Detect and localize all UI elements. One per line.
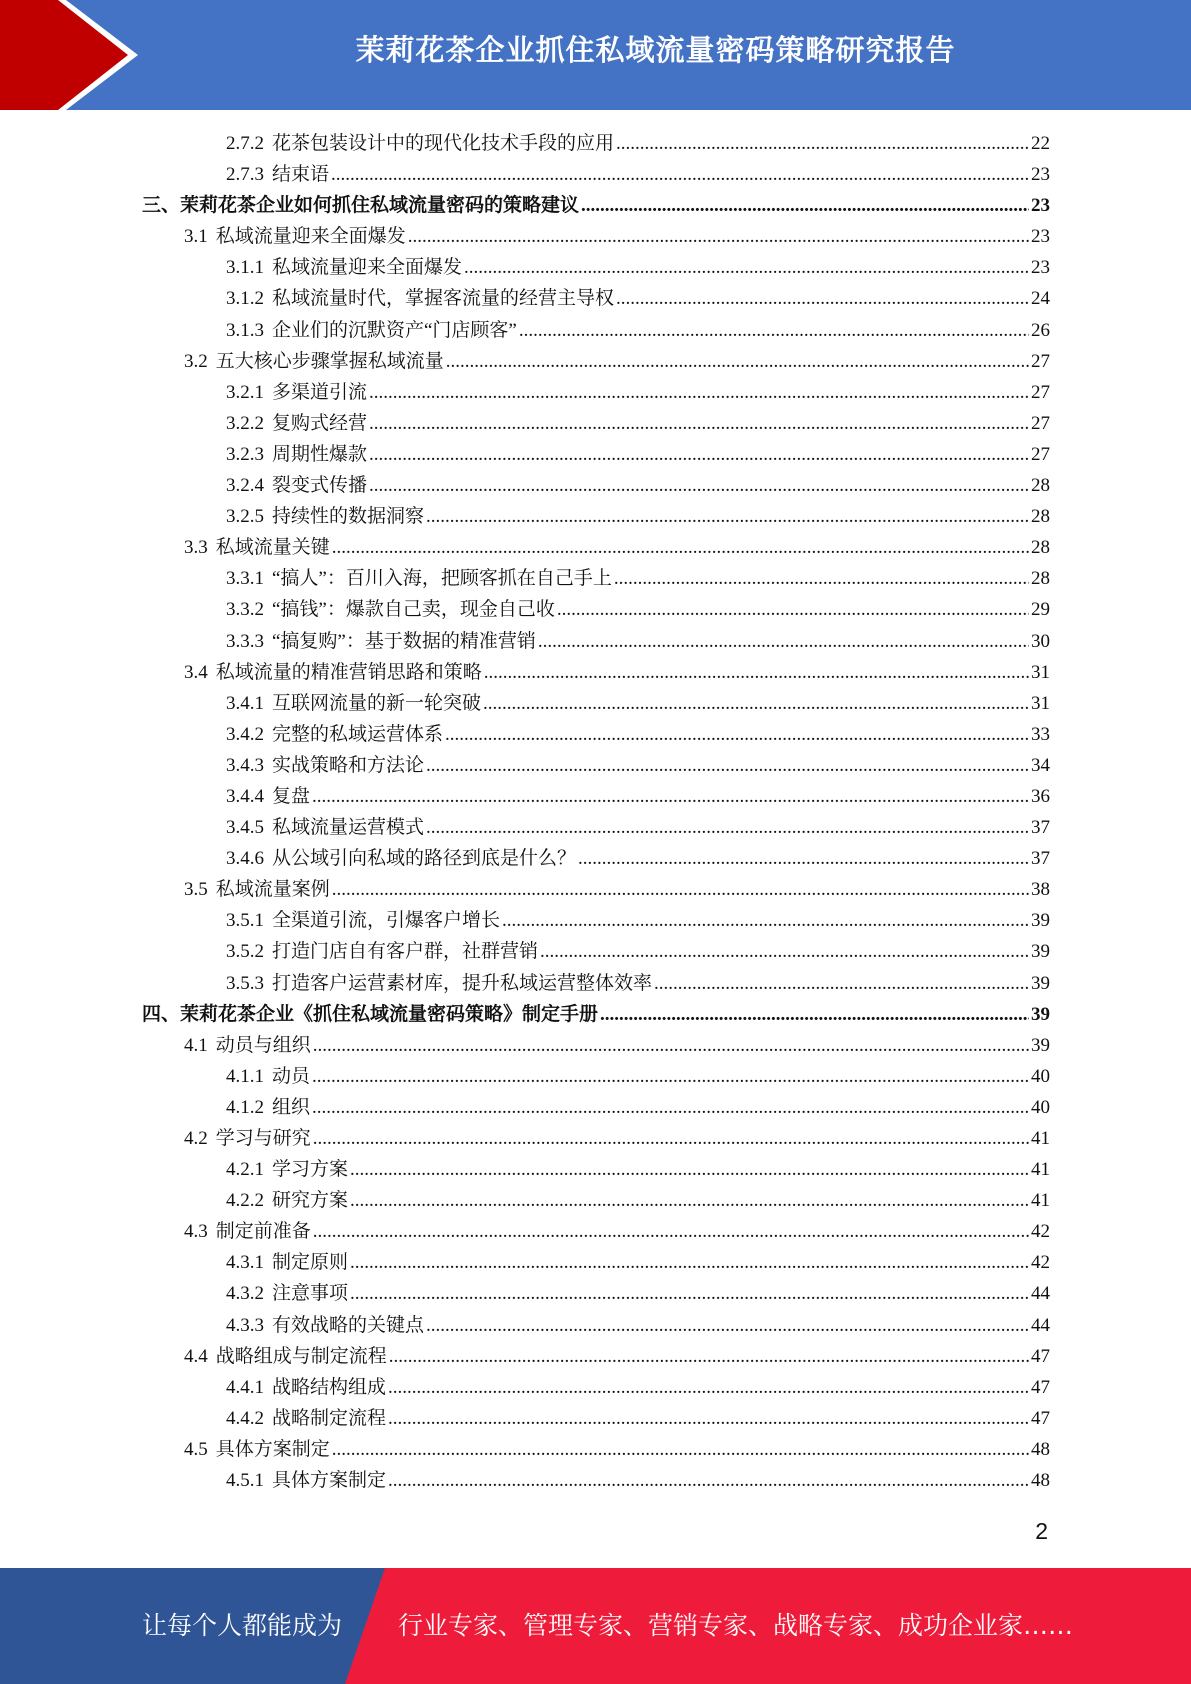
toc-entry-page: 26 [1031, 319, 1050, 341]
toc-entry-page: 41 [1031, 1128, 1050, 1149]
toc-entry-number: 4.2.2 [226, 1190, 264, 1212]
toc-entry-number: 3.3.3 [226, 630, 264, 652]
toc-entry[interactable] [140, 532, 1050, 563]
toc-entry-title: 私域流量迎来全面爆发 [272, 257, 463, 279]
toc-dot-leader [350, 1185, 1029, 1216]
toc-dot-leader [332, 874, 1029, 905]
toc-entry[interactable] [140, 1030, 1050, 1061]
toc-entry-number: 3.4.6 [226, 848, 264, 870]
toc-entry-title: 复盘 [272, 785, 311, 807]
toc-entry-title: 动员与组织 [215, 1034, 311, 1056]
toc-entry-number: 3.4.4 [226, 785, 264, 807]
toc-entry-title: 战略结构组成 [272, 1376, 387, 1398]
toc-entry-number: 3.5.1 [226, 910, 264, 932]
toc-dot-leader [388, 1372, 1029, 1403]
toc-entry-title: 从公域引向私域的路径到底是什么？ [272, 848, 577, 870]
toc-entry[interactable] [140, 719, 1050, 750]
toc-dot-leader [502, 905, 1029, 936]
toc-dot-leader [369, 408, 1029, 439]
toc-entry-number: 4.4.2 [226, 1407, 264, 1429]
toc-dot-leader [350, 1278, 1029, 1309]
toc-entry-number: 3.5 [184, 879, 208, 901]
toc-dot-leader [654, 968, 1029, 999]
toc-dot-leader [369, 439, 1029, 470]
toc-entry-number: 3.4.3 [226, 754, 264, 776]
toc-entry[interactable] [140, 874, 1050, 905]
toc-entry-title: 战略组成与制定流程 [215, 1345, 387, 1367]
toc-entry-page: 23 [1031, 257, 1050, 279]
toc-entry[interactable] [140, 657, 1050, 688]
toc-entry-title: 私域流量迎来全面爆发 [215, 226, 406, 248]
toc-entry-page: 40 [1031, 1065, 1050, 1087]
toc-dot-leader [581, 190, 1029, 221]
toc-entry-number: 3.1 [184, 226, 208, 248]
toc-entry-number: 3.2.1 [226, 381, 264, 403]
toc-entry[interactable] [140, 1465, 1050, 1496]
toc-entry-page: 40 [1031, 1096, 1050, 1118]
toc-entry-page: 47 [1031, 1345, 1050, 1367]
toc-entry[interactable] [140, 1434, 1050, 1465]
toc-entry-page: 38 [1031, 879, 1050, 901]
toc-entry-page: 28 [1031, 506, 1050, 528]
toc-entry[interactable] [140, 346, 1050, 377]
toc-entry-number: 2.7.2 [226, 133, 264, 154]
toc-dot-leader [369, 377, 1029, 408]
toc-entry-page: 47 [1031, 1376, 1050, 1398]
toc-entry[interactable] [140, 408, 1050, 439]
toc-entry-number: 3.3.2 [226, 599, 264, 621]
toc-dot-leader [446, 346, 1029, 377]
toc-dot-leader [616, 128, 1029, 159]
toc-entry-title: 动员 [272, 1065, 311, 1087]
toc-entry[interactable] [140, 1154, 1050, 1185]
toc-entry-title: 战略制定流程 [272, 1407, 387, 1429]
toc-entry-title: 周期性爆款 [272, 443, 368, 465]
toc-entry-title: 私域流量时代，掌握客流量的经营主导权 [272, 288, 615, 310]
toc-dot-leader [313, 1216, 1029, 1247]
toc-dot-leader [464, 252, 1029, 283]
toc-entry-number: 3.4 [184, 661, 208, 683]
toc-entry-page: 31 [1031, 692, 1050, 714]
toc-entry-number: 4.3.2 [226, 1283, 264, 1305]
toc-dot-leader [350, 1247, 1029, 1278]
toc-entry-page: 39 [1031, 1003, 1050, 1025]
toc-entry-page: 48 [1031, 1438, 1050, 1460]
toc-entry-page: 44 [1031, 1314, 1050, 1336]
toc-entry-number: 3.1.1 [226, 257, 264, 279]
toc-entry-title: 多渠道引流 [272, 381, 368, 403]
toc-entry-page: 31 [1031, 661, 1050, 683]
toc-dot-leader [312, 781, 1029, 812]
toc-entry-title: 打造客户运营素材库，提升私域运营整体效率 [272, 972, 653, 994]
toc-entry[interactable] [140, 315, 1050, 346]
toc-entry-title: 私域流量关键 [215, 537, 330, 559]
toc-dot-leader [332, 1434, 1029, 1465]
toc-entry-title: 私域流量的精准营销思路和策略 [215, 661, 482, 683]
toc-entry[interactable] [140, 377, 1050, 408]
page-header [0, 0, 1191, 110]
toc-dot-leader [331, 159, 1029, 190]
toc-entry-number: 3.4.5 [226, 817, 264, 839]
toc-entry-number: 4.3.1 [226, 1252, 264, 1274]
toc-entry-title: 学习方案 [272, 1159, 349, 1181]
toc-entry-page: 39 [1031, 972, 1050, 994]
toc-dot-leader [389, 1341, 1029, 1372]
toc-entry-page: 44 [1031, 1283, 1050, 1305]
toc-entry-title: 全渠道引流，引爆客户增长 [272, 910, 501, 932]
toc-entry[interactable] [140, 1092, 1050, 1123]
toc-entry[interactable] [140, 1341, 1050, 1372]
toc-entry-title: 具体方案制定 [215, 1438, 330, 1460]
toc-entry-page: 39 [1031, 910, 1050, 932]
toc-entry[interactable] [140, 1372, 1050, 1403]
toc-entry[interactable] [140, 439, 1050, 470]
toc-entry-number: 3.4.1 [226, 692, 264, 714]
toc-entry-number: 4.2.1 [226, 1159, 264, 1181]
toc-entry[interactable] [140, 750, 1050, 781]
toc-entry-number: 4.4.1 [226, 1376, 264, 1398]
toc-entry-number: 4.4 [184, 1345, 208, 1367]
toc-entry-number: 4.2 [184, 1128, 208, 1149]
toc-entry-page: 27 [1031, 350, 1050, 372]
toc-entry-title: 学习与研究 [215, 1128, 311, 1149]
toc-dot-leader [445, 719, 1029, 750]
toc-entry[interactable] [140, 1123, 1050, 1154]
toc-entry-number: 3.2.3 [226, 443, 264, 465]
toc-entry-page: 28 [1031, 537, 1050, 559]
toc-dot-leader [600, 999, 1029, 1030]
footer-slogan-left: 让每个人都能成为 [142, 1611, 343, 1640]
toc-entry[interactable] [140, 563, 1050, 594]
toc-entry-number: 4.1 [184, 1034, 208, 1056]
toc-entry-title: 完整的私域运营体系 [272, 723, 444, 745]
toc-entry[interactable] [140, 283, 1050, 314]
toc-dot-leader [350, 1154, 1029, 1185]
toc-dot-leader [408, 221, 1029, 252]
toc-entry-title: 制定原则 [272, 1252, 349, 1274]
toc-entry-title: 研究方案 [272, 1190, 349, 1212]
toc-dot-leader [369, 470, 1029, 501]
toc-entry-number: 四、 [142, 1003, 181, 1025]
toc-entry-title: 有效战略的关键点 [272, 1314, 425, 1336]
toc-entry-title: 互联网流量的新一轮突破 [272, 692, 482, 714]
toc-entry[interactable] [140, 1310, 1050, 1341]
toc-entry-number: 3.1.3 [226, 319, 264, 341]
toc-entry-title: 私域流量案例 [215, 879, 330, 901]
toc-entry-title: 五大核心步骤掌握私域流量 [215, 350, 444, 372]
toc-dot-leader [538, 626, 1029, 657]
toc-dot-leader [312, 1061, 1029, 1092]
toc-entry-number: 3.5.3 [226, 972, 264, 994]
toc-entry-title: 裂变式传播 [272, 475, 368, 497]
toc-dot-leader [388, 1403, 1029, 1434]
toc-entry-title: 组织 [272, 1096, 311, 1118]
toc-entry-page: 41 [1031, 1190, 1050, 1212]
toc-entry-page: 23 [1031, 164, 1050, 186]
toc-entry-number: 4.1.2 [226, 1096, 264, 1118]
toc-entry-title: 茉莉花茶企业如何抓住私域流量密码的策略建议 [180, 195, 580, 217]
toc-entry-number: 3.5.2 [226, 941, 264, 963]
toc-entry[interactable] [140, 1278, 1050, 1309]
toc-entry-title: 实战策略和方法论 [272, 754, 425, 776]
toc-entry-number: 4.3.3 [226, 1314, 264, 1336]
toc-entry[interactable] [140, 470, 1050, 501]
toc-dot-leader [426, 1310, 1029, 1341]
table-of-contents [140, 128, 1050, 1496]
toc-entry-number: 3.1.2 [226, 288, 264, 310]
toc-dot-leader [426, 750, 1029, 781]
toc-entry[interactable] [140, 159, 1050, 190]
toc-entry-number: 3.2 [184, 350, 208, 372]
toc-entry-title: 企业们的沉默资产“门店顾客” [272, 319, 517, 341]
toc-dot-leader [313, 1123, 1029, 1154]
toc-entry-title: 制定前准备 [215, 1221, 311, 1243]
report-title: 茉莉花茶企业抓住私域流量密码策略研究报告 [355, 33, 956, 67]
toc-dot-leader [616, 283, 1029, 314]
toc-entry-page: 28 [1031, 568, 1050, 590]
toc-entry-page: 24 [1031, 288, 1050, 310]
toc-dot-leader [557, 594, 1029, 625]
toc-entry-title: 打造门店自有客户群，社群营销 [272, 941, 539, 963]
toc-entry-page: 30 [1031, 630, 1050, 652]
toc-entry-page: 27 [1031, 381, 1050, 403]
toc-entry[interactable] [140, 1185, 1050, 1216]
page-footer [0, 1568, 1191, 1684]
toc-dot-leader [578, 843, 1029, 874]
toc-entry-number: 3.2.5 [226, 506, 264, 528]
toc-entry[interactable] [140, 688, 1050, 719]
toc-entry[interactable] [140, 905, 1050, 936]
toc-entry[interactable] [140, 936, 1050, 967]
toc-entry-title: 具体方案制定 [272, 1470, 387, 1492]
toc-entry[interactable] [140, 1247, 1050, 1278]
toc-entry-page: 33 [1031, 723, 1050, 745]
toc-entry-number: 4.3 [184, 1221, 208, 1243]
toc-dot-leader [388, 1465, 1029, 1496]
toc-entry[interactable] [140, 128, 1050, 159]
toc-dot-leader [540, 936, 1029, 967]
toc-entry-title: 注意事项 [272, 1283, 349, 1305]
header-red-chevron [0, 0, 160, 110]
toc-entry-number: 3.3 [184, 537, 208, 559]
toc-dot-leader [426, 501, 1029, 532]
toc-entry-number: 4.5 [184, 1438, 208, 1460]
toc-entry-page: 23 [1031, 226, 1050, 248]
toc-dot-leader [313, 1030, 1029, 1061]
toc-entry-title: “搞复购”：基于数据的精准营销 [272, 630, 536, 652]
toc-entry[interactable] [140, 843, 1050, 874]
toc-entry[interactable] [140, 1403, 1050, 1434]
toc-entry-title: “搞钱”：爆款自己卖，现金自己收 [272, 599, 555, 621]
toc-entry[interactable] [140, 781, 1050, 812]
toc-entry-title: 花茶包装设计中的现代化技术手段的应用 [272, 133, 615, 154]
toc-entry-title: 茉莉花茶企业《抓住私域流量密码策略》制定手册 [180, 1003, 599, 1025]
toc-entry-page: 34 [1031, 754, 1050, 776]
toc-entry-page: 39 [1031, 1034, 1050, 1056]
toc-entry-title: 持续性的数据洞察 [272, 506, 425, 528]
toc-entry-page: 37 [1031, 817, 1050, 839]
toc-entry-title: “搞人”：百川入海，把顾客抓在自己手上 [272, 568, 612, 590]
toc-entry[interactable] [140, 968, 1050, 999]
toc-entry-title: 私域流量运营模式 [272, 817, 425, 839]
toc-dot-leader [484, 657, 1029, 688]
toc-dot-leader [614, 563, 1029, 594]
toc-entry[interactable] [140, 626, 1050, 657]
toc-entry-page: 29 [1031, 599, 1050, 621]
toc-entry[interactable] [140, 190, 1050, 221]
toc-entry-page: 41 [1031, 1159, 1050, 1181]
toc-entry-page: 42 [1031, 1221, 1050, 1243]
toc-entry-page: 37 [1031, 848, 1050, 870]
toc-entry[interactable] [140, 594, 1050, 625]
page-number: 2 [1035, 1518, 1048, 1544]
toc-entry-page: 48 [1031, 1470, 1050, 1492]
toc-entry-number: 4.1.1 [226, 1065, 264, 1087]
toc-dot-leader [332, 532, 1029, 563]
footer-slogan-right: 行业专家、管理专家、营销专家、战略专家、成功企业家…… [398, 1611, 1074, 1640]
toc-entry-page: 28 [1031, 475, 1050, 497]
toc-entry-number: 3.4.2 [226, 723, 264, 745]
toc-entry-title: 结束语 [272, 164, 330, 186]
toc-entry-page: 47 [1031, 1407, 1050, 1429]
toc-dot-leader [483, 688, 1029, 719]
toc-entry-page: 27 [1031, 443, 1050, 465]
toc-entry-number: 3.2.2 [226, 412, 264, 434]
toc-entry[interactable] [140, 812, 1050, 843]
toc-entry-page: 22 [1031, 133, 1050, 154]
toc-entry-page: 39 [1031, 941, 1050, 963]
toc-entry-number: 4.5.1 [226, 1470, 264, 1492]
toc-entry-number: 2.7.3 [226, 164, 264, 186]
toc-entry-page: 23 [1031, 195, 1050, 217]
toc-entry[interactable] [140, 501, 1050, 532]
toc-entry-number: 3.3.1 [226, 568, 264, 590]
toc-entry-page: 36 [1031, 785, 1050, 807]
toc-entry[interactable] [140, 1061, 1050, 1092]
toc-dot-leader [312, 1092, 1029, 1123]
toc-entry[interactable] [140, 252, 1050, 283]
toc-entry-page: 42 [1031, 1252, 1050, 1274]
toc-entry[interactable] [140, 221, 1050, 252]
toc-entry-number: 3.2.4 [226, 475, 264, 497]
toc-entry[interactable] [140, 1216, 1050, 1247]
toc-entry-page: 27 [1031, 412, 1050, 434]
toc-dot-leader [519, 315, 1029, 346]
toc-dot-leader [426, 812, 1029, 843]
toc-entry-number: 三、 [142, 195, 181, 217]
toc-entry-title: 复购式经营 [272, 412, 368, 434]
toc-entry[interactable] [140, 999, 1050, 1030]
